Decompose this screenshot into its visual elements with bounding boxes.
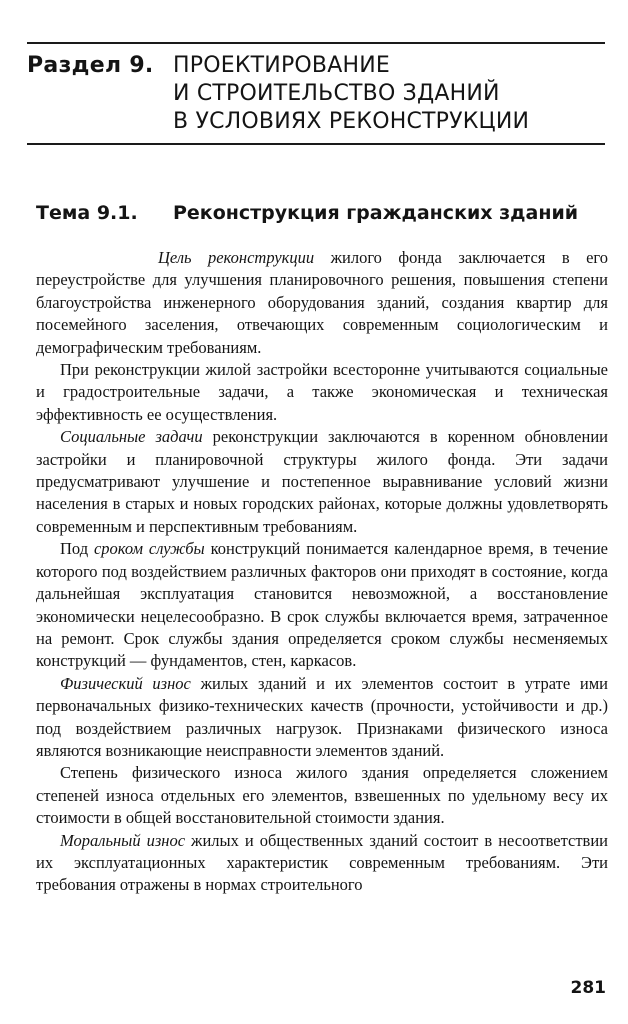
header-bottom-rule [27,143,605,145]
paragraph-2-text: При реконструкции жилой застройки всесторонне учитываются социальные и градостроительные задачи, а также экономическая и техническая эффективность ее осуществления. [36,360,608,424]
paragraph-6 [36,762,608,829]
header-top-rule [27,42,605,44]
paragraph-7 [36,830,608,897]
paragraph-2 [36,359,608,426]
topic-heading [36,202,578,224]
paragraph-3 [36,426,608,538]
topic-title: Реконструкция гражданских зданий [173,202,579,224]
body-text [36,247,608,897]
section-title-line-3: В УСЛОВИЯХ РЕКОНСТРУКЦИИ [173,109,530,134]
term-physical-wear: Физический износ [60,673,191,693]
term-service-life: сроком службы [93,539,205,559]
paragraph-3-text: реконструкции заключаются в коренном обновлении застройки и планировочной структуры жилого фонда. Эти задачи предусматривают улучшение и постепенное выравнивание условий жизни населения в старых и новых городских районах, которые должны удовлетворять современным и перспективным требованиям. [36,427,608,536]
paragraph-1-text: жилого фонда заключается в его переустройстве для улучшения планировочного решения, повышения степени благоустройства инженерного оборудования зданий, создания квартир для посемейного заселения, отвечающих современным социологическим и демографическим требованиям. [36,248,609,357]
term-moral-wear: Моральный износ [60,830,186,850]
topic-number: Тема 9.1. [36,202,138,224]
term-purpose: Цель реконструкции [158,248,315,267]
section-title-line-2: И СТРОИТЕЛЬСТВО ЗДАНИЙ [173,81,500,106]
paragraph-4-lead: Под [60,539,94,559]
paragraph-4-text: конструкций понимается календарное время, в течение которого под воздействием различных факторов они приходят в состояние, когда дальнейшая эксплуатация становится невозможной, а восстановление экономически нецелесообразно. В срок службы включается время, затраченное на ремонт. Срок службы здания определяется сроком службы несменяемых конструкций — фундаментов, стен, каркасов. [36,539,609,671]
section-label: Раздел 9. [27,53,154,78]
term-social-tasks: Социальные задачи [60,427,203,447]
paragraph-5-text: жилых зданий и их элементов состоит в утрате ими первоначальных физико-технических качеств (прочности, устойчивости и др.) под воздействием различных нагрузок. Признаками физического износа являются возникающие неисправности элементов зданий. [36,673,609,760]
paragraph-1 [36,247,608,359]
paragraph-6-text: Степень физического износа жилого здания определяется сложением степеней износа отдельных его элементов, взвешенных по удельному весу их стоимости в общей восстановительной стоимости здания. [36,763,608,828]
paragraph-7-text: жилых и общественных зданий состоит в несоответствии их эксплуатационных характеристик современным требованиям. Эти требования отражены в нормах строительного [36,830,608,895]
section-title-line-1: ПРОЕКТИРОВАНИЕ [173,53,390,78]
page-number: 281 [570,978,606,998]
section-title [173,52,529,136]
paragraph-4 [36,538,608,672]
paragraph-5 [36,673,608,763]
